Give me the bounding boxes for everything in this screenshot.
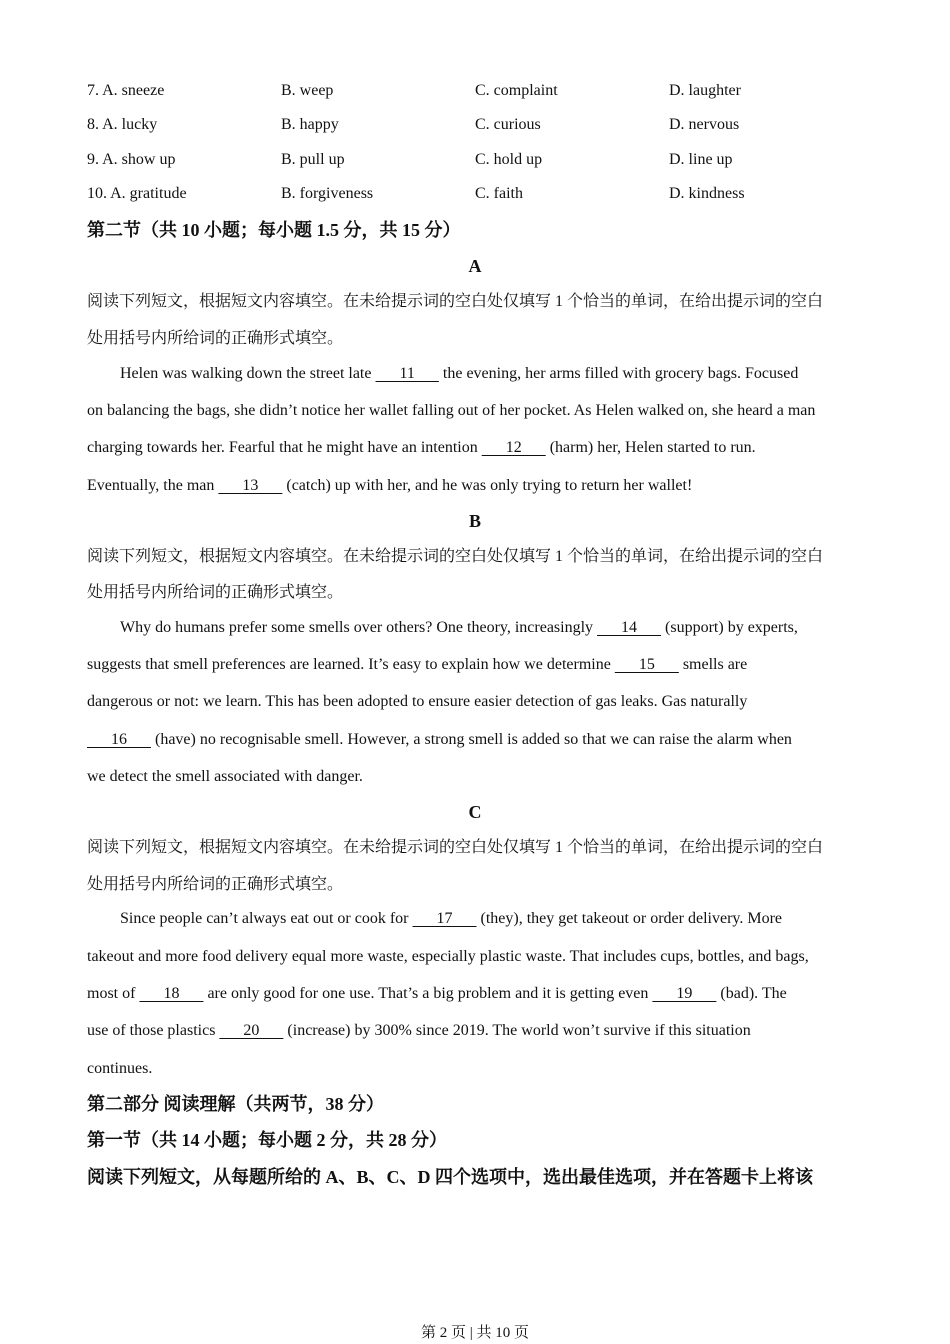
option-b: B. pull up: [281, 151, 345, 168]
option-c: C. complaint: [475, 82, 558, 99]
option-b: B. weep: [281, 82, 334, 99]
passage-c-line-1: [87, 906, 896, 932]
section-heading: 第一节（共 14 小题；每小题 2 分，共 28 分）: [87, 1130, 447, 1150]
option-d: D. kindness: [669, 185, 745, 202]
passage-c-line-3: [87, 981, 863, 1007]
text: charging towards her. Fearful that he might have an intention: [87, 439, 482, 456]
reading-instruction: 阅读下列短文，从每题所给的 A、B、C、D 四个选项中，选出最佳选项，并在答题卡上将该: [87, 1167, 813, 1187]
blank-11: 11: [375, 365, 439, 382]
text: (increase) by 300% since 2019. The world won’t survive if this situation: [283, 1022, 751, 1039]
passage-b-line-5: we detect the smell associated with danger.: [87, 768, 363, 785]
blank-17: 17: [412, 910, 477, 927]
passage-label-b: B: [468, 511, 481, 531]
text: most of: [87, 985, 140, 1002]
option-a: 9. A. show up: [87, 151, 176, 168]
passage-a-line-1: [87, 361, 896, 387]
option-c: C. faith: [475, 185, 523, 202]
section-heading: 第二节（共 10 小题；每小题 1.5 分，共 15 分）: [87, 220, 461, 240]
passage-c-line-4: [87, 1018, 863, 1044]
blank-15: 15: [614, 656, 679, 673]
option-d: D. laughter: [669, 82, 741, 99]
blank-14: 14: [597, 619, 662, 636]
instruction-line: 处用括号内所给词的正确形式填空。: [87, 330, 344, 347]
option-a: 10. A. gratitude: [87, 185, 187, 202]
passage-c-line-2: takeout and more food delivery equal more waste, especially plastic waste. That includes cups, bottles, and bags,: [87, 948, 809, 965]
blank-20: 20: [219, 1022, 284, 1039]
options-row-7: [87, 74, 857, 108]
option-a: 7. A. sneeze: [87, 82, 165, 99]
instruction-line: 处用括号内所给词的正确形式填空。: [87, 584, 344, 601]
passage-a-line-3: [87, 435, 863, 461]
text: smells are: [678, 656, 748, 673]
option-d: D. nervous: [669, 116, 740, 133]
passage-b-line-2: [87, 652, 863, 678]
options-row-9: [87, 143, 857, 177]
options-row-8: [87, 108, 857, 142]
instruction-line: 处用括号内所给词的正确形式填空。: [87, 876, 344, 893]
text: (harm) her, Helen started to run.: [545, 439, 756, 456]
passage-b-line-4: [87, 727, 863, 753]
options-row-10: [87, 177, 857, 211]
part-heading: 第二部分 阅读理解（共两节，38 分）: [87, 1094, 384, 1114]
instruction-line: 阅读下列短文，根据短文内容填空。在未给提示词的空白处仅填写 1 个恰当的单词，在给出提示词的空白: [87, 293, 824, 310]
option-c: C. hold up: [475, 151, 543, 168]
text: use of those plastics: [87, 1022, 220, 1039]
passage-b-line-3: dangerous or not: we learn. This has been adopted to ensure easier detection of gas leaks. Gas naturally: [87, 693, 748, 710]
text: Why do humans prefer some smells over others? One theory, increasingly: [120, 619, 598, 636]
blank-12: 12: [481, 439, 546, 456]
blank-13: 13: [218, 477, 283, 494]
text: (bad). The: [716, 985, 787, 1002]
passage-label-c: C: [468, 802, 482, 822]
text: suggests that smell preferences are learned. It’s easy to explain how we determine: [87, 656, 615, 673]
text: (support) by experts,: [661, 619, 798, 636]
option-d: D. line up: [669, 151, 733, 168]
text: (have) no recognisable smell. However, a strong smell is added so that we can raise the alarm when: [151, 731, 792, 748]
text: Eventually, the man: [87, 477, 219, 494]
instruction-line: 阅读下列短文，根据短文内容填空。在未给提示词的空白处仅填写 1 个恰当的单词，在给出提示词的空白: [87, 839, 824, 856]
option-a: 8. A. lucky: [87, 116, 158, 133]
page-footer: 第 2 页 | 共 10 页: [420, 1325, 529, 1341]
text: are only good for one use. That’s a big problem and it is getting even: [203, 985, 653, 1002]
blank-16: 16: [87, 731, 151, 748]
passage-c-line-5: continues.: [87, 1060, 153, 1077]
passage-label-a: A: [468, 256, 482, 276]
passage-a-line-4: [87, 473, 863, 499]
passage-b-line-1: [87, 615, 896, 641]
text: (catch) up with her, and he was only trying to return her wallet!: [282, 477, 693, 494]
text: the evening, her arms filled with grocery bags. Focused: [438, 365, 799, 382]
blank-18: 18: [139, 985, 204, 1002]
option-b: B. happy: [281, 116, 339, 133]
blank-19: 19: [652, 985, 717, 1002]
option-b: B. forgiveness: [281, 185, 374, 202]
text: Since people can’t always eat out or cook for: [120, 910, 413, 927]
instruction-line: 阅读下列短文，根据短文内容填空。在未给提示词的空白处仅填写 1 个恰当的单词，在给出提示词的空白: [87, 548, 824, 565]
text: (they), they get takeout or order delivery. More: [476, 910, 783, 927]
passage-a-line-2: on balancing the bags, she didn’t notice her wallet falling out of her pocket. As Helen walked on, she heard a man: [87, 402, 816, 419]
text: Helen was walking down the street late: [120, 365, 376, 382]
option-c: C. curious: [475, 116, 541, 133]
